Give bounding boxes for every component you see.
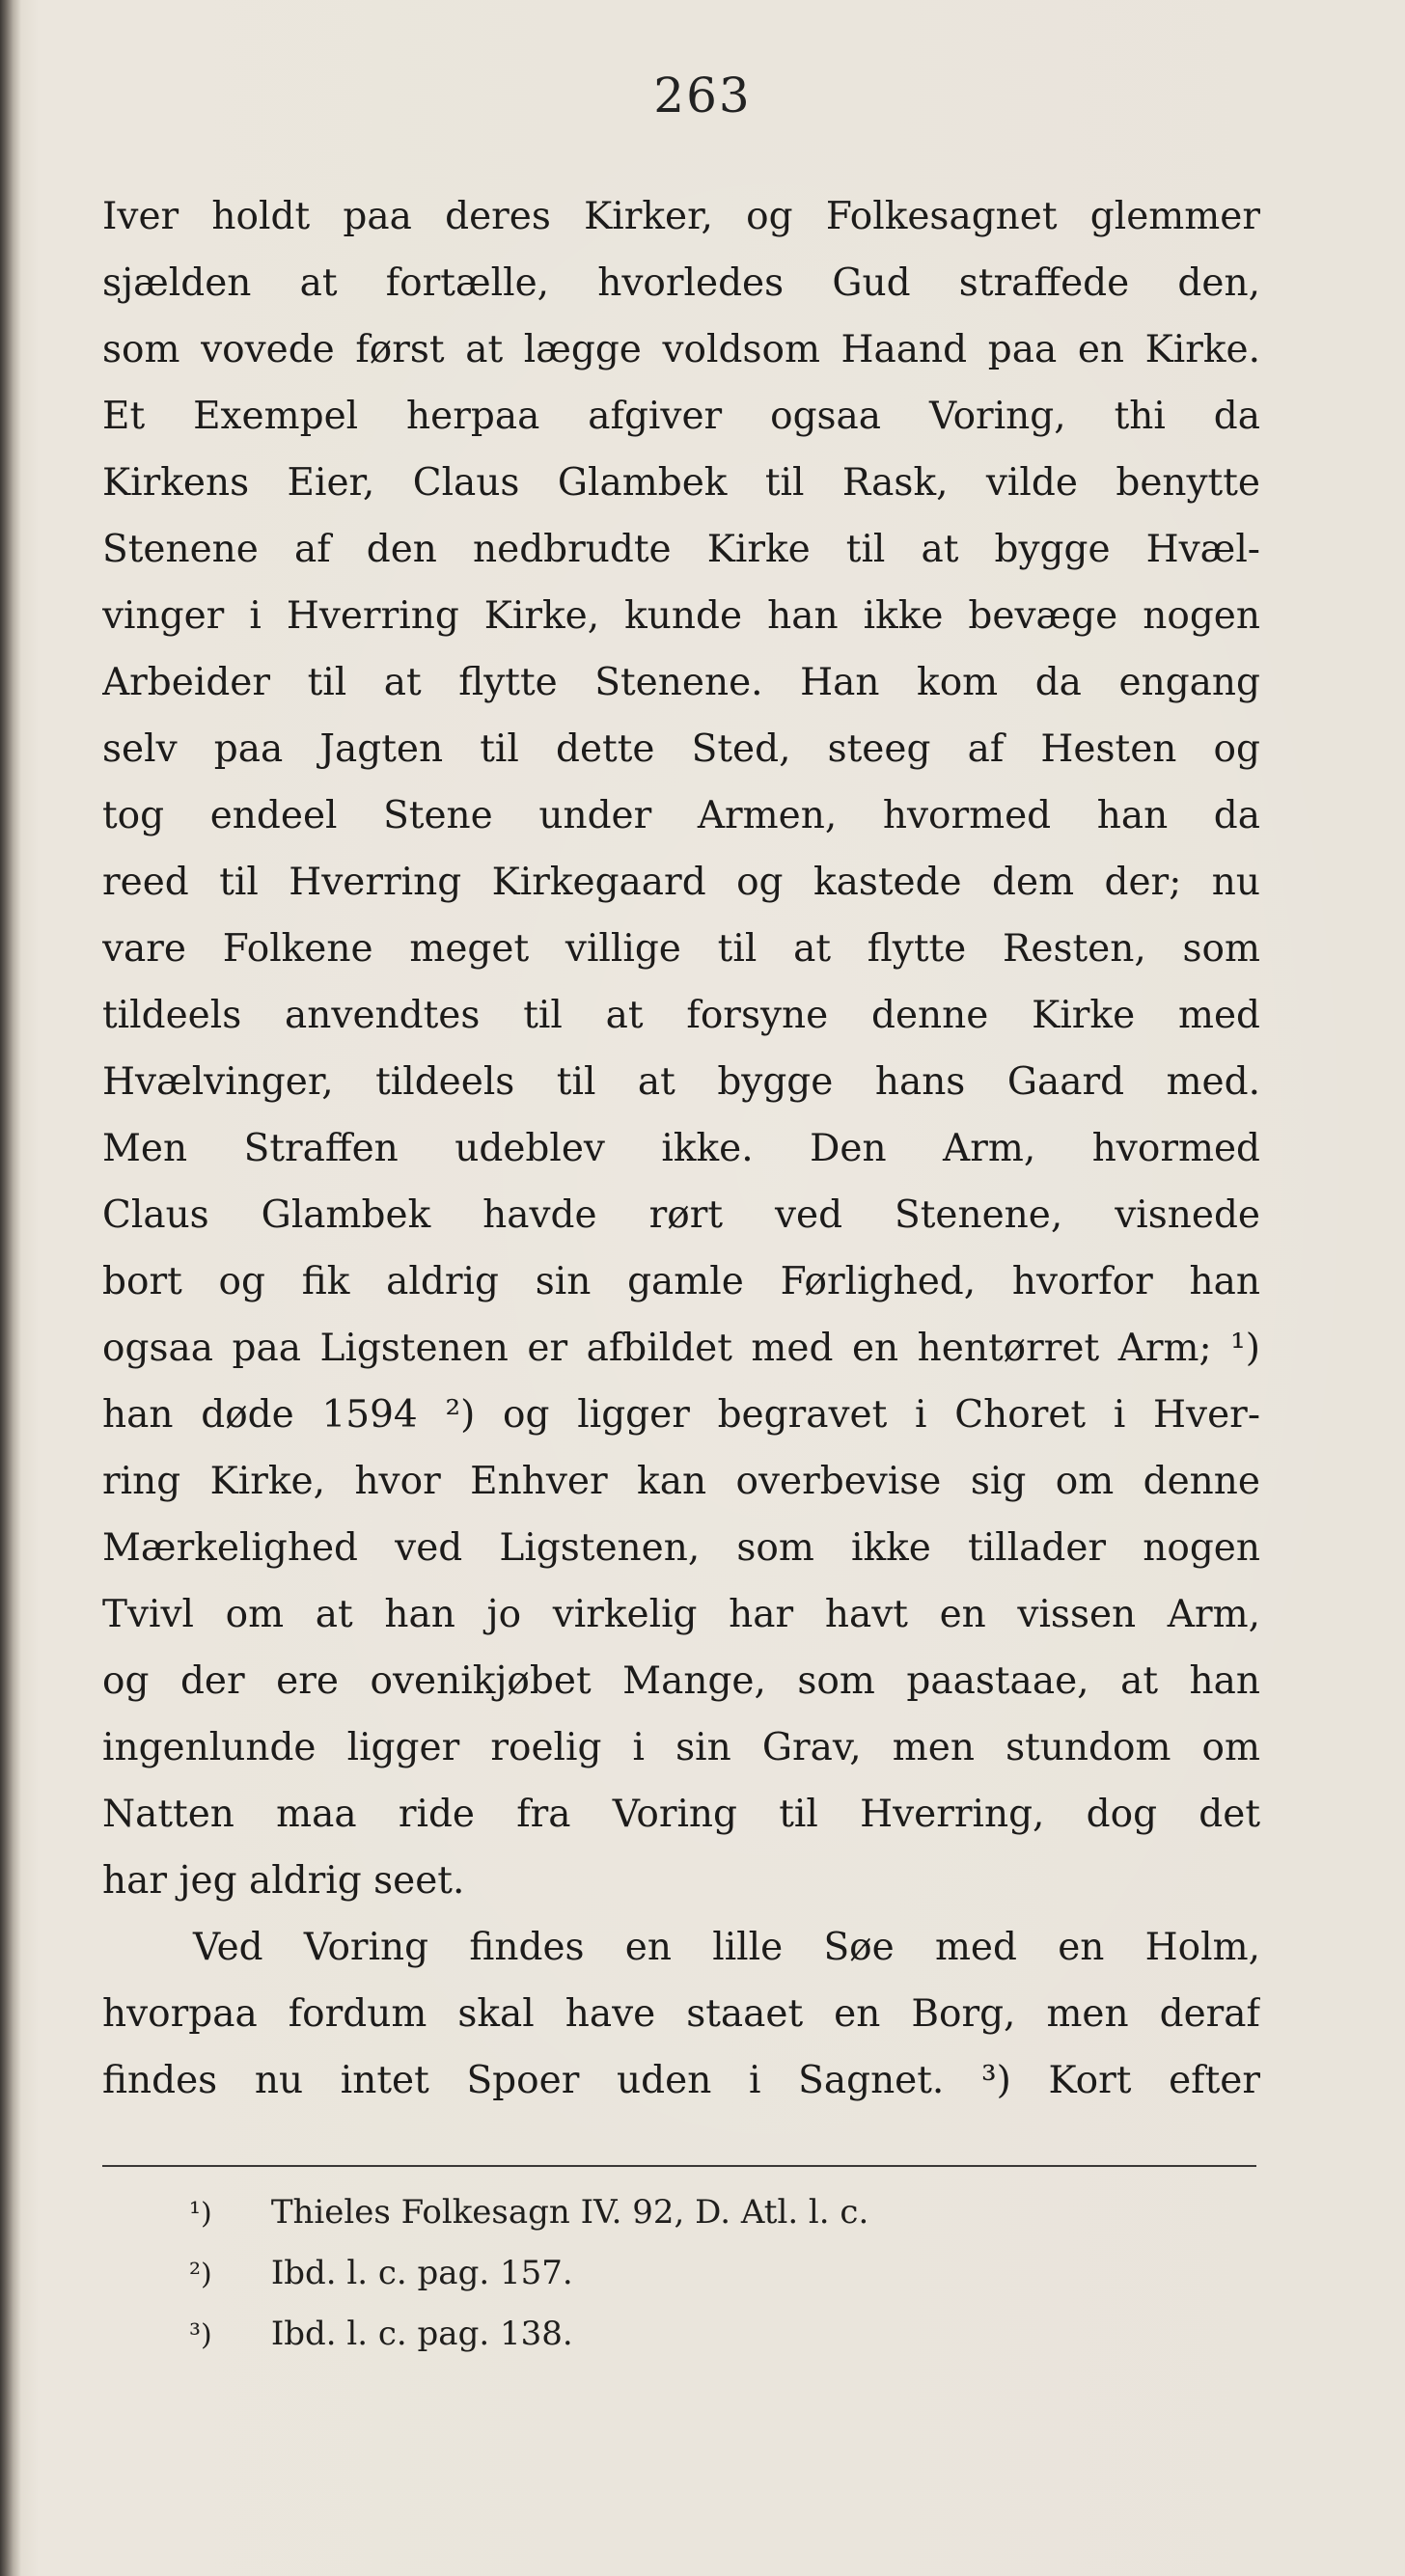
text-line: ingenlunde ligger roelig i sin Grav, men stundom om bbox=[102, 1726, 1260, 1769]
footnote bbox=[189, 2182, 1202, 2243]
footnotes bbox=[189, 2182, 1202, 2365]
text-line: Kirkens Eier, Claus Glambek til Rask, vilde benytte bbox=[102, 461, 1260, 505]
body-text bbox=[102, 183, 1260, 2114]
text-line: ogsaa paa Ligstenen er afbildet med en hentørret Arm; ¹) bbox=[102, 1327, 1260, 1370]
text-line: han døde 1594 ²) og ligger begravet i Choret i Hver- bbox=[102, 1393, 1260, 1437]
footnote bbox=[189, 2304, 1202, 2365]
text-line: findes nu intet Spoer uden i Sagnet. ³) Kort efter bbox=[102, 2059, 1260, 2102]
paragraph-end-line: har jeg aldrig seet. bbox=[102, 1859, 465, 1903]
text-line: ring Kirke, hvor Enhver kan overbevise sig om denne bbox=[102, 1460, 1260, 1503]
text-line: Et Exempel herpaa afgiver ogsaa Voring, thi da bbox=[102, 395, 1260, 438]
footnote-mark: ³) bbox=[189, 2318, 212, 2352]
text-line: selv paa Jagten til dette Sted, steeg af Hesten og bbox=[102, 727, 1260, 771]
text-line: Stenene af den nedbrudte Kirke til at bygge Hvæl- bbox=[102, 528, 1260, 571]
text-line: Iver holdt paa deres Kirker, og Folkesagnet glemmer bbox=[102, 195, 1260, 238]
page-gutter-shadow bbox=[0, 0, 21, 2576]
footnote-mark: ²) bbox=[189, 2258, 212, 2291]
footnote-text: Ibd. l. c. pag. 157. bbox=[270, 2254, 573, 2292]
text-line: bort og fik aldrig sin gamle Førlighed, hvorfor han bbox=[102, 1260, 1260, 1303]
text-line: vare Folkene meget villige til at flytte Resten, som bbox=[102, 927, 1260, 971]
text-line: reed til Hverring Kirkegaard og kastede dem der; nu bbox=[102, 861, 1260, 904]
text-line: Natten maa ride fra Voring til Hverring, dog det bbox=[102, 1793, 1260, 1836]
paragraph-start-line: Ved Voring findes en lille Søe med en Holm, bbox=[193, 1926, 1260, 1969]
footnote-divider bbox=[102, 2165, 1256, 2167]
footnote-text: Thieles Folkesagn IV. 92, D. Atl. l. c. bbox=[270, 2193, 869, 2232]
text-line: tildeels anvendtes til at forsyne denne Kirke med bbox=[102, 994, 1260, 1037]
footnote bbox=[189, 2243, 1202, 2304]
text-line: Mærkelighed ved Ligstenen, som ikke tillader nogen bbox=[102, 1526, 1260, 1570]
text-line: og der ere ovenikjøbet Mange, som paastaae, at han bbox=[102, 1659, 1260, 1703]
page-number: 263 bbox=[653, 68, 752, 123]
text-line: Men Straffen udeblev ikke. Den Arm, hvormed bbox=[102, 1127, 1260, 1170]
text-line: tog endeel Stene under Armen, hvormed han da bbox=[102, 794, 1260, 837]
text-line: Tvivl om at han jo virkelig har havt en vissen Arm, bbox=[102, 1593, 1260, 1636]
text-line: Arbeider til at flytte Stenene. Han kom da engang bbox=[102, 661, 1260, 704]
text-line: som vovede først at lægge voldsom Haand paa en Kirke. bbox=[102, 328, 1260, 371]
footnote-text: Ibd. l. c. pag. 138. bbox=[270, 2315, 573, 2353]
footnote-mark: ¹) bbox=[189, 2197, 212, 2231]
text-line: Claus Glambek havde rørt ved Stenene, visnede bbox=[102, 1193, 1260, 1237]
text-line: hvorpaa fordum skal have staaet en Borg, men deraf bbox=[102, 1992, 1260, 2036]
text-line: sjælden at fortælle, hvorledes Gud straffede den, bbox=[102, 261, 1260, 305]
text-line: Hvælvinger, tildeels til at bygge hans Gaard med. bbox=[102, 1060, 1260, 1104]
text-line: vinger i Hverring Kirke, kunde han ikke bevæge nogen bbox=[102, 594, 1260, 638]
